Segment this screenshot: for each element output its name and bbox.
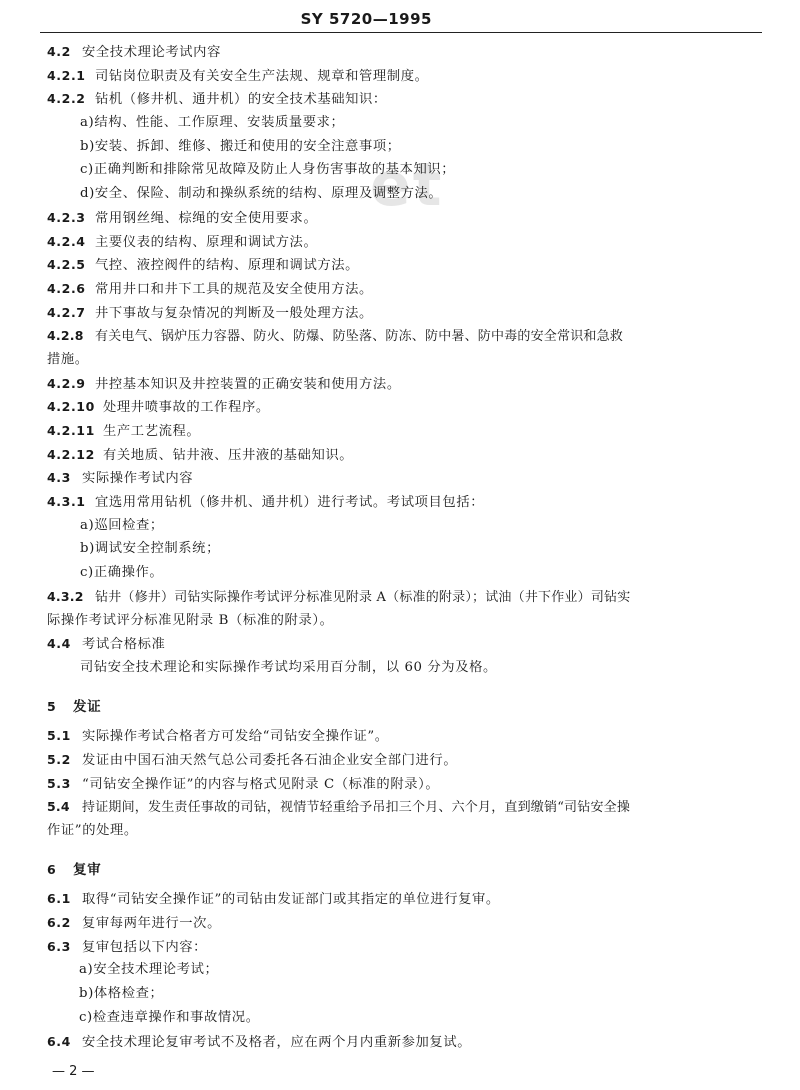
clause-text: 钻井（修井）司钻实际操作考试评分标准见附录 A（标准的附录）；试油（井下作业）司钻实 — [95, 589, 631, 605]
clause-heading — [47, 466, 765, 490]
clause-text: 持证期间，发生责任事故的司钻，视情节轻重给予吊扣三个月、六个月，直到缴销“司钻安全操 — [82, 800, 631, 816]
clause-text: 取得“司钻安全操作证”的司钻由发证部门或其指定的单位进行复审。 — [82, 892, 500, 908]
clause-number: 5.1 — [47, 728, 71, 744]
section-number: 5 — [47, 698, 57, 714]
clause-text: 生产工艺流程。 — [103, 424, 201, 439]
clause — [47, 253, 765, 277]
clause — [47, 372, 765, 396]
clause — [47, 230, 765, 254]
clause-text: 际操作考试评分标准见附录 B（标准的附录）。 — [47, 612, 334, 628]
clause-number: 5.3 — [47, 775, 71, 791]
clause-text: 有关电气、锅炉压力容器、防火、防爆、防坠落、防冻、防中暑、防中毒的安全常识和急救 — [95, 329, 624, 345]
clause-number: 4.2.9 — [47, 375, 86, 391]
clause-text: 井控基本知识及井控装置的正确安装和使用方法。 — [95, 376, 401, 392]
clause-number: 4.2.4 — [47, 233, 86, 249]
list-item-text: c)正确操作。 — [80, 565, 164, 581]
clause-text: “司钻安全操作证”的内容与格式见附录 C（标准的附录）。 — [82, 776, 440, 792]
list-item — [47, 158, 765, 182]
clause — [47, 277, 765, 301]
clause — [47, 490, 765, 514]
clause-number: 5.4 — [47, 799, 70, 815]
section-title — [47, 695, 765, 719]
list-item — [47, 982, 765, 1006]
list-item-text: c)正确判断和排除常见故障及防止人身伤害事故的基本知识； — [80, 162, 456, 178]
page-header — [40, 6, 762, 33]
clause-heading — [47, 632, 765, 656]
clause-text: 实际操作考试内容 — [82, 471, 194, 487]
clause-text: 常用井口和井下工具的规范及安全使用方法。 — [95, 281, 373, 297]
clause-number: 4.2.2 — [47, 91, 86, 107]
clause-text: 司钻安全技术理论和实际操作考试均采用百分制，以 60 分为及格。 — [80, 659, 497, 675]
list-item — [47, 958, 765, 982]
clause-number: 4.3.1 — [47, 494, 86, 510]
list-item — [47, 1006, 765, 1030]
section-title-text: 发证 — [73, 698, 102, 715]
clause-number: 4.2.8 — [47, 328, 84, 344]
list-item-text: b)体格检查； — [79, 986, 164, 1002]
clause-number: 4.2.11 — [47, 423, 95, 438]
clause-continuation — [47, 348, 765, 372]
clause-number: 4.2.3 — [47, 209, 86, 225]
clause — [47, 748, 765, 772]
list-item-text: c)检查违章操作和事故情况。 — [79, 1009, 260, 1025]
clause-number: 6.3 — [47, 938, 71, 954]
clause-text: 有关地质、钻井液、压井液的基础知识。 — [103, 447, 354, 463]
clause — [47, 395, 765, 419]
clause-text: 主要仪表的结构、原理和调试方法。 — [95, 234, 318, 250]
clause-number: 4.2.5 — [47, 257, 86, 273]
clause-number: 4.3 — [47, 470, 71, 486]
list-item — [47, 514, 765, 538]
clause — [47, 887, 765, 911]
list-item-text: b)安装、拆卸、维修、搬迁和使用的安全注意事项； — [80, 138, 401, 154]
clause-number: 4.2 — [47, 44, 71, 59]
clause-continuation — [47, 819, 765, 843]
clause-text: 处理井喷事故的工作程序。 — [103, 400, 270, 416]
clause-number: 4.2.12 — [47, 446, 95, 462]
page-number: — 2 — — [52, 1064, 95, 1079]
standard-number: SY 5720—1995 — [300, 10, 432, 28]
clause-text: 井下事故与复杂情况的判断及一般处理方法。 — [95, 305, 373, 321]
clause — [47, 795, 765, 819]
section-gap — [47, 843, 765, 858]
clause-number: 6.4 — [47, 1033, 71, 1049]
list-item — [47, 111, 765, 135]
clause-text: 考试合格标准 — [82, 637, 166, 653]
clause-number: 6.2 — [47, 915, 71, 931]
list-item-text: b)调试安全控制系统； — [80, 541, 220, 557]
clause-text: 常用钢丝绳、棕绳的安全使用要求。 — [95, 210, 318, 226]
clause-continuation — [47, 609, 765, 633]
clause — [47, 911, 765, 935]
list-item — [47, 182, 765, 206]
clause — [47, 64, 765, 88]
clause — [47, 585, 765, 609]
document-body — [47, 40, 765, 1053]
clause-text: 措施。 — [47, 351, 89, 367]
clause-text: 复审每两年进行一次。 — [82, 916, 221, 932]
clause — [47, 772, 765, 796]
clause-text: 复审包括以下内容： — [82, 939, 208, 955]
clause-text: 发证由中国石油天然气总公司委托各石油企业安全部门进行。 — [82, 752, 458, 768]
clause-body — [47, 656, 765, 680]
list-item-text: a)巡回检查； — [80, 517, 164, 533]
clause-text: 实际操作考试合格者方可发给“司钻安全操作证”。 — [82, 729, 389, 745]
clause-number: 4.2.7 — [47, 304, 86, 320]
clause — [47, 419, 765, 443]
clause — [47, 724, 765, 748]
clause-number: 5.2 — [47, 751, 71, 767]
list-item-text: a)安全技术理论考试； — [79, 962, 219, 978]
clause — [47, 443, 765, 467]
clause-number: 4.2.1 — [47, 67, 86, 83]
clause — [47, 935, 765, 959]
clause-text: 气控、液控阀件的结构、原理和调试方法。 — [95, 258, 360, 274]
clause — [47, 1030, 765, 1054]
clause-text: 宜选用常用钻机（修井机、通井机）进行考试。考试项目包括： — [95, 495, 485, 511]
section-title-text: 复审 — [73, 861, 102, 878]
clause-text: 安全技术理论复审考试不及格者，应在两个月内重新参加复试。 — [82, 1034, 472, 1050]
clause-number: 4.3.2 — [47, 588, 84, 604]
watermark: et — [370, 150, 444, 220]
section-title — [47, 858, 765, 882]
list-item — [47, 537, 765, 561]
clause — [47, 324, 765, 348]
clause — [47, 301, 765, 325]
list-item — [47, 561, 765, 585]
clause-number: 6.1 — [47, 891, 71, 907]
clause-number: 4.2.10 — [47, 399, 95, 415]
clause-text: 司钻岗位职责及有关安全生产法规、规章和管理制度。 — [95, 68, 429, 84]
clause-number: 4.2.6 — [47, 280, 86, 296]
clause-text: 作证”的处理。 — [47, 823, 138, 838]
section-number: 6 — [47, 861, 57, 877]
list-item-text: a)结构、性能、工作原理、安装质量要求； — [80, 115, 345, 131]
clause — [47, 206, 765, 230]
clause-number: 4.4 — [47, 636, 71, 652]
section-gap — [47, 680, 765, 695]
clause-text: 安全技术理论考试内容 — [82, 45, 221, 60]
list-item-text: d)安全、保险、制动和操纵系统的结构、原理及调整方法。 — [80, 186, 443, 202]
list-item — [47, 135, 765, 159]
clause-heading — [47, 40, 765, 64]
clause — [47, 87, 765, 111]
clause-text: 钻机（修井机、通井机）的安全技术基础知识： — [95, 92, 387, 108]
